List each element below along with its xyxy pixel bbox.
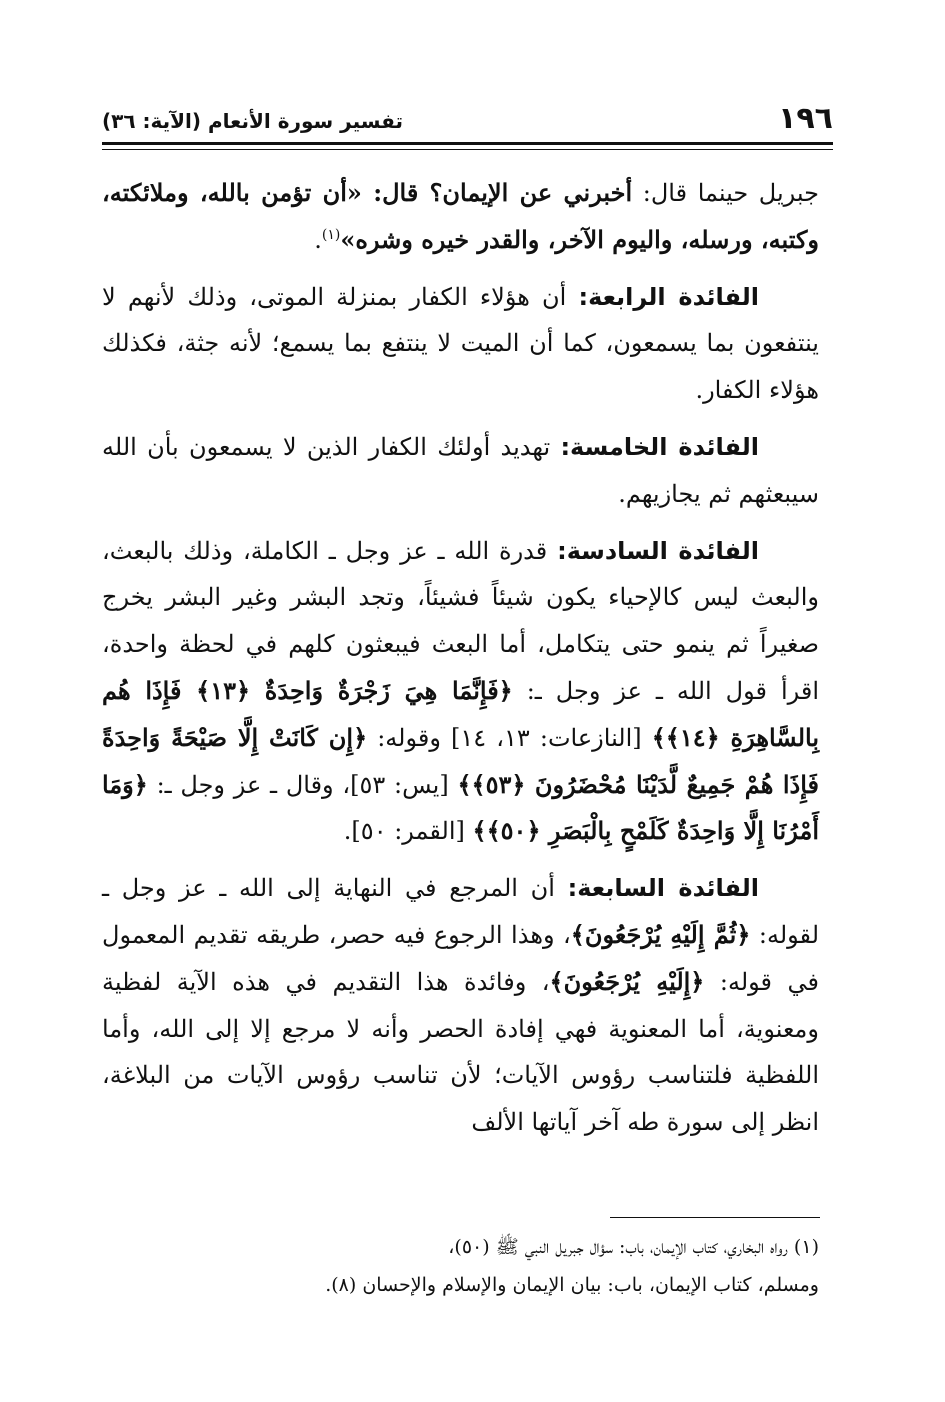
verse-ilayhi: ﴿إِلَيْهِ يُرْجَعُونَ﴾ bbox=[549, 966, 705, 996]
benefit-5-text: تهديد أولئك الكفار الذين لا يسمعون بأن الله سيبعثهم ثم يجازيهم. bbox=[102, 432, 819, 508]
verse-naziat: ﴿فَإِنَّمَا هِيَ زَجْرَةٌ وَاحِدَةٌ ﴿١٣﴾ فَإِذَا هُم بِالسَّاهِرَةِ ﴿١٤﴾﴾ bbox=[102, 675, 820, 752]
page-header bbox=[102, 96, 833, 136]
benefit-6-heading: الفائدة السادسة: bbox=[557, 536, 759, 565]
benefit-4-heading: الفائدة الرابعة: bbox=[578, 282, 759, 311]
header-rule-thin bbox=[102, 149, 833, 150]
benefit-6-text-d: [القمر: ٥٠]. bbox=[343, 817, 473, 846]
benefit-6-text-b: [النازعات: ١٣، ١٤] وقوله: bbox=[367, 723, 652, 752]
hadith-quote: أخبرني عن الإيمان؟ قال: «أن تؤمن بالله، وملائكته، وكتبه، ورسله، واليوم الآخر، والقدر خيره وشره» bbox=[102, 178, 819, 254]
benefit-6-text-a: قدرة الله ـ عز وجل ـ الكاملة، وذلك بالبعث، والبعث ليس كالإحياء يكون شيئاً فشيئاً، وتجد البشر وغير البشر يخرج صغيراً ثم ينمو حتى يتكامل، أما البعث فيبعثون كلهم في لحظة واحدة، اقرأ قول الله ـ عز وجل ـ: bbox=[102, 536, 819, 705]
page-number: ١٩٦ bbox=[778, 101, 833, 136]
benefit-7-text-a: أن المرجع في النهاية إلى الله ـ عز وجل ـ لقوله: bbox=[102, 874, 820, 949]
benefit-4-text: أن هؤلاء الكفار بمنزلة الموتى، وذلك لأنهم لا ينتفعون بما يسمعون، كما أن الميت لا ينتفع بما يسمع؛ لأنه جثة، فكذلك هؤلاء الكفار. bbox=[102, 282, 819, 405]
hadith-end: . bbox=[314, 225, 322, 254]
paragraph-benefit-6 bbox=[102, 528, 819, 856]
benefit-5-heading: الفائدة الخامسة: bbox=[560, 432, 759, 461]
footnote-line-1: (١) رواه البخاري، كتاب الإيمان، باب: سؤال جبريل النبي ﷺ (٥٠)، bbox=[448, 1236, 819, 1258]
paragraph-benefit-5 bbox=[102, 424, 819, 518]
main-text bbox=[102, 170, 819, 1156]
verse-yasin: ﴿إِن كَانَتْ إِلَّا صَيْحَةً وَاحِدَةً فَإِذَا هُمْ جَمِيعٌ لَّدَيْنَا مُحْضَرُونَ ﴿٥٣﴾﴾ bbox=[102, 722, 820, 799]
running-title: تفسير سورة الأنعام (الآية: ٣٦) bbox=[102, 109, 404, 133]
verse-qamar: ﴿وَمَا أَمْرُنَا إِلَّا وَاحِدَةٌ كَلَمْحٍ بِالْبَصَرِ ﴿٥٠﴾﴾ bbox=[102, 769, 819, 846]
paragraph-benefit-4 bbox=[102, 274, 819, 414]
hadith-intro: جبريل حينما قال: bbox=[632, 179, 819, 207]
footnotes bbox=[102, 1228, 819, 1304]
paragraph-benefit-7 bbox=[102, 865, 819, 1146]
benefit-7-heading: الفائدة السابعة: bbox=[567, 874, 759, 903]
footnote-reference[interactable]: (١) bbox=[321, 226, 341, 243]
footnote-line-2: ومسلم، كتاب الإيمان، باب: بيان الإيمان والإسلام والإحسان (٨). bbox=[325, 1274, 819, 1296]
benefit-7-text-b: ، وهذا الرجوع فيه حصر، طريقه تقديم المعمول في قوله: bbox=[102, 920, 819, 996]
paragraph-hadith bbox=[102, 170, 819, 264]
benefit-6-text-c: [يس: ٥٣]، وقال ـ عز وجل ـ: bbox=[147, 770, 458, 799]
verse-thumma-ilayhi: ﴿ثُمَّ إِلَيْهِ يُرْجَعُونَ﴾ bbox=[570, 919, 751, 949]
footnote-rule bbox=[610, 1217, 820, 1218]
header-rule-thick bbox=[102, 142, 833, 145]
benefit-7-text-c: ، وفائدة هذا التقديم في هذه الآية لفظية ومعنوية، أما المعنوية فهي إفادة الحصر وأنه لا مرجع إلا إلى الله، وأما اللفظية فلتناسب رؤوس الآيات؛ لأن تناسب رؤوس الآيات من البلاغة، انظر إلى سورة طه آخر آياتها الألف bbox=[102, 967, 819, 1137]
